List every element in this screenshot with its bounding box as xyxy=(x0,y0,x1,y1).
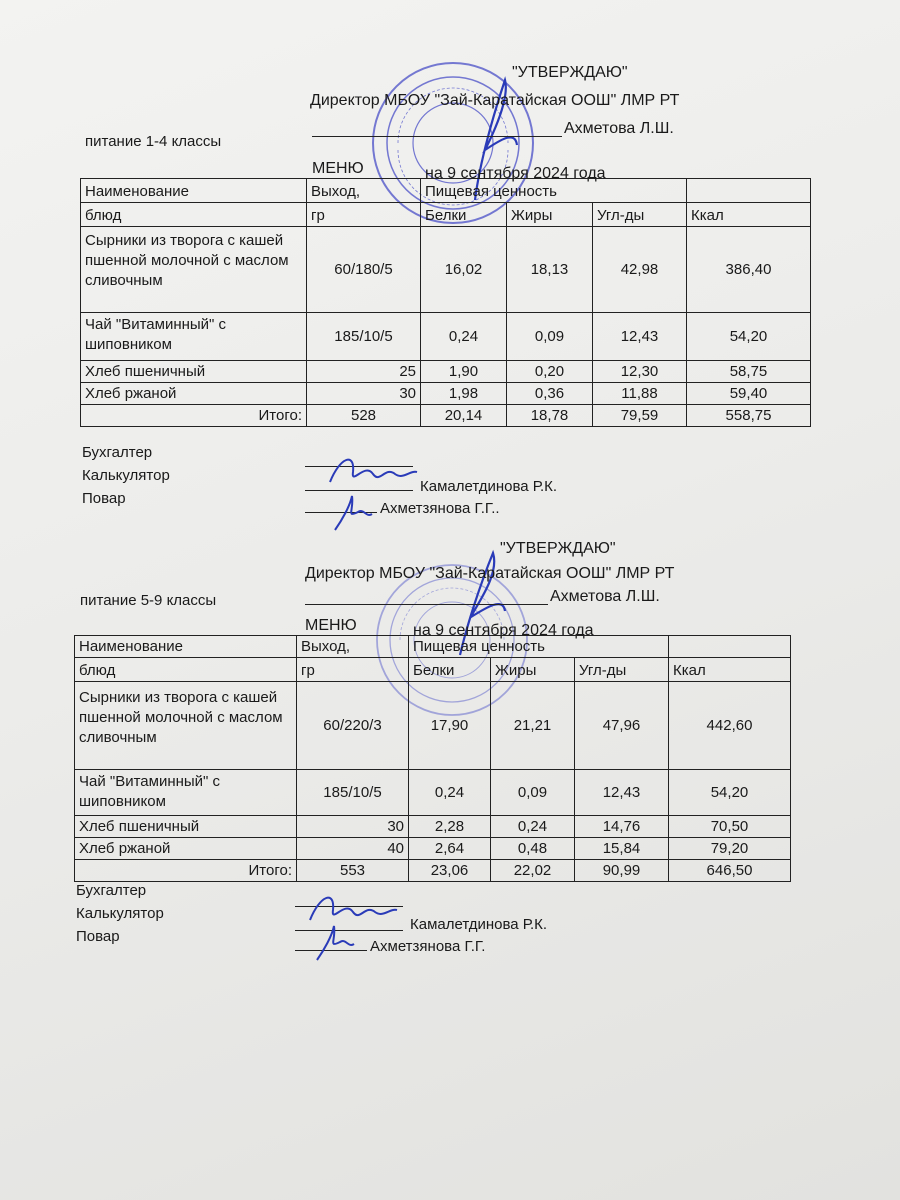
dish-carbs: 15,84 xyxy=(575,838,669,860)
cook-name-1: Ахметзянова Г.Г.. xyxy=(380,500,500,517)
cook-signature-2 xyxy=(312,922,357,962)
dish-fat: 0,24 xyxy=(491,816,575,838)
dish-fat: 0,09 xyxy=(491,770,575,816)
dish-name: Сырники из творога с кашей пшенной молочной с маслом сливочным xyxy=(75,682,297,770)
dish-out: 185/10/5 xyxy=(307,313,421,361)
dish-fat: 0,20 xyxy=(507,361,593,383)
dish-protein: 17,90 xyxy=(409,682,491,770)
col-header-carbs: Угл-ды xyxy=(575,658,669,682)
dish-protein: 16,02 xyxy=(421,227,507,313)
dish-fat: 0,36 xyxy=(507,383,593,405)
menu-date-1: на 9 сентября 2024 года xyxy=(425,165,606,182)
role-cook-1: Повар xyxy=(82,490,126,507)
col-header-fat: Жиры xyxy=(491,658,575,682)
table-row xyxy=(75,682,791,770)
col-header-protein: Белки xyxy=(409,658,491,682)
calculator-sign-line-1 xyxy=(305,490,413,491)
dish-carbs: 12,43 xyxy=(593,313,687,361)
calculator-sign-line-2 xyxy=(295,930,403,931)
dish-name: Хлеб ржаной xyxy=(75,838,297,860)
dish-fat: 18,13 xyxy=(507,227,593,313)
total-row xyxy=(81,405,811,427)
col-header-name-2: блюд xyxy=(81,203,307,227)
dish-name: Чай "Витаминный" с шиповником xyxy=(81,313,307,361)
dish-out: 30 xyxy=(297,816,409,838)
menu-table-1 xyxy=(80,178,811,427)
dish-kcal: 54,20 xyxy=(687,313,811,361)
accountant-sign-line-2 xyxy=(295,906,403,907)
group-label-2: питание 5-9 классы xyxy=(80,592,217,609)
col-header-name: Наименование xyxy=(81,179,307,203)
total-out: 553 xyxy=(297,860,409,882)
dish-carbs: 12,43 xyxy=(575,770,669,816)
total-out: 528 xyxy=(307,405,421,427)
director-sign-line-1 xyxy=(312,136,562,137)
dish-kcal: 54,20 xyxy=(669,770,791,816)
total-protein: 20,14 xyxy=(421,405,507,427)
col-header-nutrition: Пищевая ценность xyxy=(421,179,593,203)
table-row xyxy=(81,227,811,313)
accountant-sign-line-1 xyxy=(305,466,413,467)
menu-word-1: МЕНЮ xyxy=(312,160,364,177)
col-header-name: Наименование xyxy=(75,636,297,658)
role-calculator-1: Калькулятор xyxy=(82,467,170,484)
cook-name-2: Ахметзянова Г.Г. xyxy=(370,938,486,955)
menu-word-2: МЕНЮ xyxy=(305,617,357,634)
group-label-1: питание 1-4 классы xyxy=(85,133,222,150)
col-header-name-2: блюд xyxy=(75,658,297,682)
dish-name: Чай "Витаминный" с шиповником xyxy=(75,770,297,816)
director-name-2: Ахметова Л.Ш. xyxy=(550,588,660,605)
total-kcal: 558,75 xyxy=(687,405,811,427)
dish-fat: 0,48 xyxy=(491,838,575,860)
dish-name: Хлеб пшеничный xyxy=(75,816,297,838)
dish-carbs: 47,96 xyxy=(575,682,669,770)
total-carbs: 90,99 xyxy=(575,860,669,882)
table-row xyxy=(75,816,791,838)
col-header-nutrition: Пищевая ценность xyxy=(409,636,575,658)
director-name-1: Ахметова Л.Ш. xyxy=(564,120,674,137)
dish-kcal: 442,60 xyxy=(669,682,791,770)
role-accountant-2: Бухгалтер xyxy=(76,882,147,899)
menu-date-2: на 9 сентября 2024 года xyxy=(413,622,594,639)
table-row xyxy=(75,838,791,860)
dish-out: 60/180/5 xyxy=(307,227,421,313)
dish-name: Хлеб пшеничный xyxy=(81,361,307,383)
director-sign-line-2 xyxy=(305,604,548,605)
dish-kcal: 79,20 xyxy=(669,838,791,860)
dish-carbs: 42,98 xyxy=(593,227,687,313)
dish-protein: 0,24 xyxy=(409,770,491,816)
dish-out: 25 xyxy=(307,361,421,383)
dish-out: 30 xyxy=(307,383,421,405)
col-header-out: Выход, xyxy=(297,636,409,658)
role-accountant-1: Бухгалтер xyxy=(82,444,153,461)
dish-name: Сырники из творога с кашей пшенной молочной с маслом сливочным xyxy=(81,227,307,313)
calculator-signature-2 xyxy=(305,890,400,930)
col-header-kcal: Ккал xyxy=(687,203,811,227)
dish-out: 185/10/5 xyxy=(297,770,409,816)
director-line-1: Директор МБОУ "Зай-Каратайская ООШ" ЛМР РТ xyxy=(310,92,680,109)
total-carbs: 79,59 xyxy=(593,405,687,427)
total-fat: 22,02 xyxy=(491,860,575,882)
dish-protein: 0,24 xyxy=(421,313,507,361)
total-protein: 23,06 xyxy=(409,860,491,882)
total-label: Итого: xyxy=(81,405,307,427)
dish-fat: 21,21 xyxy=(491,682,575,770)
col-header-out: Выход, xyxy=(307,179,421,203)
cook-sign-line-2 xyxy=(295,950,367,951)
table-row xyxy=(75,770,791,816)
col-header-out-2: гр xyxy=(297,658,409,682)
dish-kcal: 70,50 xyxy=(669,816,791,838)
dish-kcal: 58,75 xyxy=(687,361,811,383)
dish-carbs: 12,30 xyxy=(593,361,687,383)
approve-title-2: "УТВЕРЖДАЮ" xyxy=(500,540,616,557)
dish-out: 40 xyxy=(297,838,409,860)
table-row xyxy=(81,361,811,383)
dish-fat: 0,09 xyxy=(507,313,593,361)
table-row xyxy=(81,313,811,361)
col-header-kcal: Ккал xyxy=(669,658,791,682)
total-fat: 18,78 xyxy=(507,405,593,427)
dish-name: Хлеб ржаной xyxy=(81,383,307,405)
dish-carbs: 14,76 xyxy=(575,816,669,838)
menu-table-2 xyxy=(74,635,791,882)
cook-sign-line-1 xyxy=(305,512,377,513)
approve-title-1: "УТВЕРЖДАЮ" xyxy=(512,64,628,81)
dish-protein: 2,64 xyxy=(409,838,491,860)
total-kcal: 646,50 xyxy=(669,860,791,882)
calculator-signature-1 xyxy=(325,452,420,492)
role-calculator-2: Калькулятор xyxy=(76,905,164,922)
role-cook-2: Повар xyxy=(76,928,120,945)
total-label: Итого: xyxy=(75,860,297,882)
calculator-name-2: Камалетдинова Р.К. xyxy=(410,916,548,933)
dish-out: 60/220/3 xyxy=(297,682,409,770)
col-header-carbs: Угл-ды xyxy=(593,203,687,227)
dish-carbs: 11,88 xyxy=(593,383,687,405)
col-header-fat: Жиры xyxy=(507,203,593,227)
dish-protein: 1,98 xyxy=(421,383,507,405)
calculator-name-1: Камалетдинова Р.К. xyxy=(420,478,558,495)
dish-protein: 2,28 xyxy=(409,816,491,838)
col-header-protein: Белки xyxy=(421,203,507,227)
dish-kcal: 386,40 xyxy=(687,227,811,313)
total-row xyxy=(75,860,791,882)
dish-kcal: 59,40 xyxy=(687,383,811,405)
col-header-out-2: гр xyxy=(307,203,421,227)
dish-protein: 1,90 xyxy=(421,361,507,383)
director-line-2: Директор МБОУ "Зай-Каратайская ООШ" ЛМР РТ xyxy=(305,565,675,582)
table-row xyxy=(81,383,811,405)
